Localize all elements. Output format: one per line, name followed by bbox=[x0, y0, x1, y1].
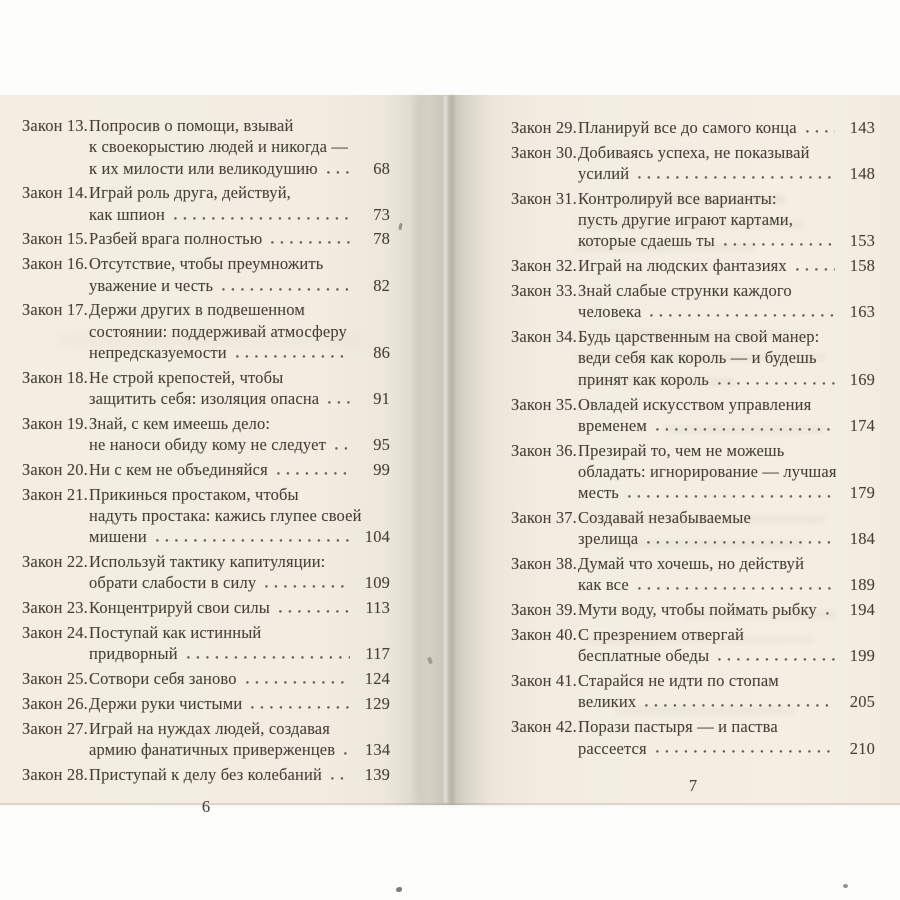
dot-leader bbox=[174, 204, 350, 225]
law-title-text: защитить себя: изоляция опасна bbox=[89, 389, 320, 409]
dot-leader bbox=[344, 739, 350, 760]
dot-leader bbox=[718, 369, 835, 390]
page-number-right: 7 bbox=[688, 775, 698, 795]
toc-entry bbox=[22, 228, 390, 249]
dot-leader bbox=[650, 301, 835, 322]
dot-leader bbox=[327, 158, 350, 179]
toc-page-number: 109 bbox=[364, 573, 390, 593]
law-title-text: Концентрируй свои силы bbox=[89, 598, 270, 618]
law-label: Закон 35. bbox=[511, 394, 577, 414]
dot-leader bbox=[806, 117, 835, 138]
law-label: Закон 19. bbox=[22, 413, 88, 433]
law-title-text: Отсутствие, чтобы преумножить bbox=[89, 254, 324, 274]
toc-line bbox=[89, 228, 390, 249]
law-title-text: усилий bbox=[578, 164, 630, 184]
toc-page-number: 143 bbox=[849, 118, 875, 137]
law-title-text: веди себя как король — и будешь bbox=[578, 348, 817, 368]
gutter-highlight bbox=[444, 95, 447, 803]
law-label: Закон 31. bbox=[511, 188, 577, 208]
toc-line bbox=[89, 275, 390, 296]
dot-leader bbox=[187, 643, 350, 664]
law-title-text: Прикинься простаком, чтобы bbox=[89, 484, 299, 504]
law-title-text: Играй роль друга, действуй, bbox=[89, 183, 291, 203]
law-label: Закон 15. bbox=[22, 229, 88, 249]
toc-entry bbox=[22, 484, 390, 548]
toc-line bbox=[578, 301, 875, 322]
toc-entry bbox=[511, 507, 875, 550]
law-title-text: армию фанатичных приверженцев bbox=[89, 740, 336, 760]
toc-page-number: 163 bbox=[849, 302, 875, 322]
law-title-text: принят как король bbox=[578, 369, 709, 389]
toc-entry bbox=[22, 693, 390, 714]
law-title-text: Планируй все до самого конца bbox=[578, 118, 797, 137]
toc-page-number: 82 bbox=[373, 275, 390, 295]
law-title-text: Держи других в подвешенном bbox=[89, 300, 305, 320]
law-label: Закон 22. bbox=[22, 552, 88, 572]
toc-entry bbox=[22, 597, 390, 618]
toc-page-number: 73 bbox=[373, 204, 390, 224]
toc-entry bbox=[511, 670, 875, 713]
dot-leader bbox=[718, 645, 835, 666]
toc-list-right bbox=[511, 117, 875, 759]
toc-line bbox=[578, 369, 875, 390]
dot-leader bbox=[222, 275, 350, 296]
toc-page-number: 189 bbox=[849, 575, 875, 595]
toc-line bbox=[89, 299, 390, 320]
law-title-text: не наноси обиду кому не следует bbox=[89, 435, 326, 455]
toc-page-right bbox=[455, 95, 900, 803]
toc-line bbox=[578, 482, 875, 503]
toc-page-number: 153 bbox=[849, 231, 875, 251]
toc-line bbox=[578, 117, 875, 138]
law-title-text: как шпион bbox=[89, 204, 166, 224]
toc-entry bbox=[22, 413, 390, 456]
toc-line bbox=[578, 507, 875, 528]
law-title-text: Держи руки чистыми bbox=[89, 693, 243, 713]
law-label: Закон 38. bbox=[511, 554, 577, 574]
toc-line bbox=[89, 182, 390, 203]
law-title-text: Знай, с кем имеешь дело: bbox=[89, 413, 271, 433]
law-title-text: Презирай то, чем не можешь bbox=[578, 440, 785, 460]
toc-line bbox=[89, 321, 390, 342]
law-title-text: Думай что хочешь, но действуй bbox=[578, 554, 805, 574]
dot-leader bbox=[156, 526, 350, 547]
toc-line bbox=[89, 572, 390, 593]
toc-entry bbox=[511, 440, 875, 504]
law-label: Закон 18. bbox=[22, 367, 88, 387]
toc-line bbox=[89, 204, 390, 225]
dot-leader bbox=[277, 459, 350, 480]
toc-entry bbox=[511, 142, 875, 185]
toc-page-number: 210 bbox=[849, 738, 875, 758]
law-title-text: временем bbox=[578, 415, 647, 435]
toc-line bbox=[578, 347, 875, 368]
toc-line bbox=[89, 434, 390, 455]
toc-line bbox=[89, 158, 390, 179]
toc-line bbox=[89, 459, 390, 480]
law-title-text: к своекорыстию людей и никогда — bbox=[89, 137, 349, 157]
toc-list-left bbox=[22, 115, 390, 785]
toc-line bbox=[89, 643, 390, 664]
toc-line bbox=[578, 415, 875, 436]
toc-line bbox=[578, 691, 875, 712]
law-title-text: Используй тактику капитуляции: bbox=[89, 552, 326, 572]
dot-leader bbox=[328, 388, 350, 409]
law-title-text: состоянии: поддерживай атмосферу bbox=[89, 321, 347, 341]
law-label: Закон 39. bbox=[511, 600, 577, 620]
dot-leader bbox=[645, 691, 835, 712]
law-title-text: придворный bbox=[89, 644, 178, 664]
law-title-text: Приступай к делу без колебаний bbox=[89, 764, 322, 784]
dot-leader bbox=[246, 668, 350, 689]
toc-line bbox=[578, 230, 875, 251]
dot-leader bbox=[826, 599, 835, 620]
toc-line bbox=[578, 461, 875, 482]
toc-line bbox=[89, 693, 390, 714]
toc-entry bbox=[511, 117, 875, 138]
law-title-text: С презрением отвергай bbox=[578, 625, 744, 645]
book-spread bbox=[0, 95, 900, 817]
law-title-text: уважение и честь bbox=[89, 275, 214, 295]
toc-entry bbox=[22, 718, 390, 761]
toc-entry bbox=[511, 188, 875, 252]
toc-page-number: 184 bbox=[849, 529, 875, 549]
toc-page-number: 95 bbox=[373, 435, 390, 455]
toc-page-number: 205 bbox=[849, 692, 875, 712]
law-label: Закон 13. bbox=[22, 116, 88, 135]
dot-leader bbox=[236, 342, 350, 363]
toc-entry bbox=[22, 622, 390, 665]
toc-entry bbox=[511, 394, 875, 437]
toc-page-number: 194 bbox=[849, 600, 875, 620]
law-label: Закон 17. bbox=[22, 300, 88, 320]
toc-line bbox=[89, 253, 390, 274]
law-label: Закон 24. bbox=[22, 623, 88, 643]
toc-page-number: 68 bbox=[373, 158, 390, 178]
dot-leader bbox=[656, 415, 835, 436]
toc-line bbox=[89, 764, 390, 785]
toc-line bbox=[89, 367, 390, 388]
law-title-text: которые сдаешь ты bbox=[578, 231, 715, 251]
law-title-text: Не строй крепостей, чтобы bbox=[89, 367, 284, 387]
toc-line bbox=[89, 668, 390, 689]
toc-line bbox=[578, 142, 875, 163]
toc-line bbox=[578, 280, 875, 301]
law-title-text: мишени bbox=[89, 527, 147, 547]
dot-leader bbox=[638, 574, 835, 595]
law-label: Закон 29. bbox=[511, 118, 577, 137]
gutter-crease bbox=[450, 95, 454, 803]
toc-line bbox=[89, 484, 390, 505]
law-title-text: месть bbox=[578, 483, 619, 503]
law-title-text: Контролируй все варианты: bbox=[578, 188, 777, 208]
law-label: Закон 34. bbox=[511, 327, 577, 347]
toc-entry bbox=[511, 716, 875, 759]
law-label: Закон 30. bbox=[511, 142, 577, 162]
law-label: Закон 14. bbox=[22, 183, 88, 203]
toc-entry bbox=[511, 326, 875, 390]
law-label: Закон 36. bbox=[511, 440, 577, 460]
toc-line bbox=[578, 553, 875, 574]
toc-line bbox=[578, 716, 875, 737]
dot-leader bbox=[279, 597, 350, 618]
law-title-text: Играй на нуждах людей, создавая bbox=[89, 718, 331, 738]
law-title-text: Разбей врага полностью bbox=[89, 229, 263, 249]
law-label: Закон 27. bbox=[22, 718, 88, 738]
law-label: Закон 23. bbox=[22, 598, 88, 618]
toc-line bbox=[89, 622, 390, 643]
toc-line bbox=[578, 528, 875, 549]
toc-page-number: 91 bbox=[373, 389, 390, 409]
dot-leader bbox=[628, 482, 835, 503]
toc-page-number: 78 bbox=[373, 229, 390, 249]
law-title-text: Мути воду, чтобы поймать рыбку bbox=[578, 600, 817, 620]
toc-page-number: 113 bbox=[365, 598, 390, 618]
toc-line bbox=[89, 115, 390, 136]
toc-line bbox=[578, 624, 875, 645]
law-label: Закон 32. bbox=[511, 256, 577, 276]
law-title-text: зрелища bbox=[578, 529, 639, 549]
law-label: Закон 37. bbox=[511, 508, 577, 528]
toc-page-number: 99 bbox=[373, 459, 390, 479]
toc-page-number: 174 bbox=[849, 415, 875, 435]
toc-entry bbox=[22, 459, 390, 480]
toc-line bbox=[578, 738, 875, 759]
toc-page-number: 86 bbox=[373, 342, 390, 362]
law-title-text: бесплатные обеды bbox=[578, 646, 710, 666]
toc-page-left bbox=[0, 95, 430, 817]
toc-entry bbox=[22, 367, 390, 410]
law-title-text: Овладей искусством управления bbox=[578, 394, 812, 414]
toc-entry bbox=[22, 115, 390, 179]
law-title-text: человека bbox=[578, 302, 642, 322]
toc-page-number: 169 bbox=[849, 369, 875, 389]
toc-entry bbox=[511, 553, 875, 596]
paper-speck bbox=[843, 884, 848, 888]
law-label: Закон 42. bbox=[511, 717, 577, 737]
toc-line bbox=[578, 670, 875, 691]
toc-entry bbox=[22, 764, 390, 785]
dot-leader bbox=[638, 163, 835, 184]
toc-line bbox=[578, 163, 875, 184]
toc-line bbox=[578, 255, 875, 276]
toc-line bbox=[89, 505, 390, 526]
dot-leader bbox=[656, 738, 835, 759]
toc-line bbox=[578, 209, 875, 230]
toc-line bbox=[89, 739, 390, 760]
law-label: Закон 33. bbox=[511, 281, 577, 301]
law-label: Закон 20. bbox=[22, 459, 88, 479]
law-title-text: Создавай незабываемые bbox=[578, 508, 751, 528]
law-label: Закон 40. bbox=[511, 625, 577, 645]
dot-leader bbox=[265, 572, 350, 593]
toc-entry bbox=[22, 299, 390, 363]
law-title-text: Знай слабые струнки каждого bbox=[578, 281, 792, 301]
toc-line bbox=[89, 718, 390, 739]
dot-leader bbox=[251, 693, 350, 714]
law-title-text: к их милости или великодушию bbox=[89, 158, 318, 178]
law-title-text: обрати слабости в силу bbox=[89, 573, 257, 593]
toc-page-number: 124 bbox=[364, 669, 390, 689]
toc-page-number: 199 bbox=[849, 646, 875, 666]
dot-leader bbox=[271, 228, 350, 249]
toc-entry bbox=[22, 182, 390, 225]
toc-line bbox=[89, 388, 390, 409]
toc-line bbox=[89, 526, 390, 547]
toc-line bbox=[578, 326, 875, 347]
toc-line bbox=[89, 597, 390, 618]
toc-entry bbox=[511, 624, 875, 667]
toc-page-number: 139 bbox=[364, 764, 390, 784]
law-title-text: надуть простака: кажись глупее своей bbox=[89, 506, 362, 526]
page-number-left: 6 bbox=[201, 797, 211, 817]
law-title-text: обладать: игнорирование — лучшая bbox=[578, 461, 837, 481]
dot-leader bbox=[331, 764, 350, 785]
dot-leader bbox=[796, 255, 835, 276]
law-title-text: Ни с кем не объединяйся bbox=[89, 459, 268, 479]
paper-speck bbox=[396, 887, 402, 892]
dot-leader bbox=[724, 230, 835, 251]
toc-line bbox=[578, 188, 875, 209]
toc-entry bbox=[511, 255, 875, 276]
toc-page-number: 134 bbox=[365, 740, 391, 760]
toc-line bbox=[578, 440, 875, 461]
toc-entry bbox=[22, 253, 390, 296]
toc-entry bbox=[22, 551, 390, 594]
toc-line bbox=[89, 136, 390, 157]
law-title-text: Добиваясь успеха, не показывай bbox=[578, 142, 810, 162]
dot-leader bbox=[647, 528, 835, 549]
law-title-text: Старайся не идти по стопам bbox=[578, 671, 779, 691]
toc-line bbox=[89, 551, 390, 572]
law-label: Закон 41. bbox=[511, 671, 577, 691]
toc-line bbox=[89, 413, 390, 434]
law-title-text: рассеется bbox=[578, 738, 647, 758]
law-label: Закон 26. bbox=[22, 693, 88, 713]
law-title-text: непредсказуемости bbox=[89, 342, 227, 362]
toc-line bbox=[578, 599, 875, 620]
law-label: Закон 25. bbox=[22, 669, 88, 689]
toc-line bbox=[89, 342, 390, 363]
law-title-text: Попросив о помощи, взывай bbox=[89, 116, 294, 135]
law-title-text: пусть другие играют картами, bbox=[578, 210, 794, 230]
law-label: Закон 16. bbox=[22, 254, 88, 274]
law-title-text: Поступай как истинный bbox=[89, 623, 262, 643]
toc-entry bbox=[22, 668, 390, 689]
toc-line bbox=[578, 645, 875, 666]
toc-entry bbox=[511, 280, 875, 323]
toc-line bbox=[578, 574, 875, 595]
toc-page-number: 158 bbox=[849, 256, 875, 276]
toc-page-number: 179 bbox=[849, 483, 875, 503]
law-title-text: Сотвори себя заново bbox=[89, 669, 237, 689]
toc-entry bbox=[511, 599, 875, 620]
law-label: Закон 28. bbox=[22, 764, 88, 784]
law-title-text: великих bbox=[578, 692, 637, 712]
law-label: Закон 21. bbox=[22, 484, 88, 504]
law-title-text: Играй на людских фантазиях bbox=[578, 256, 787, 276]
law-title-text: Будь царственным на свой манер: bbox=[578, 327, 820, 347]
toc-page-number: 117 bbox=[365, 644, 390, 664]
toc-page-number: 129 bbox=[364, 693, 390, 713]
law-title-text: как все bbox=[578, 575, 629, 595]
law-title-text: Порази пастыря — и паства bbox=[578, 717, 778, 737]
toc-line bbox=[578, 394, 875, 415]
dot-leader bbox=[335, 434, 350, 455]
toc-page-number: 104 bbox=[364, 527, 390, 547]
toc-page-number: 148 bbox=[849, 164, 875, 184]
